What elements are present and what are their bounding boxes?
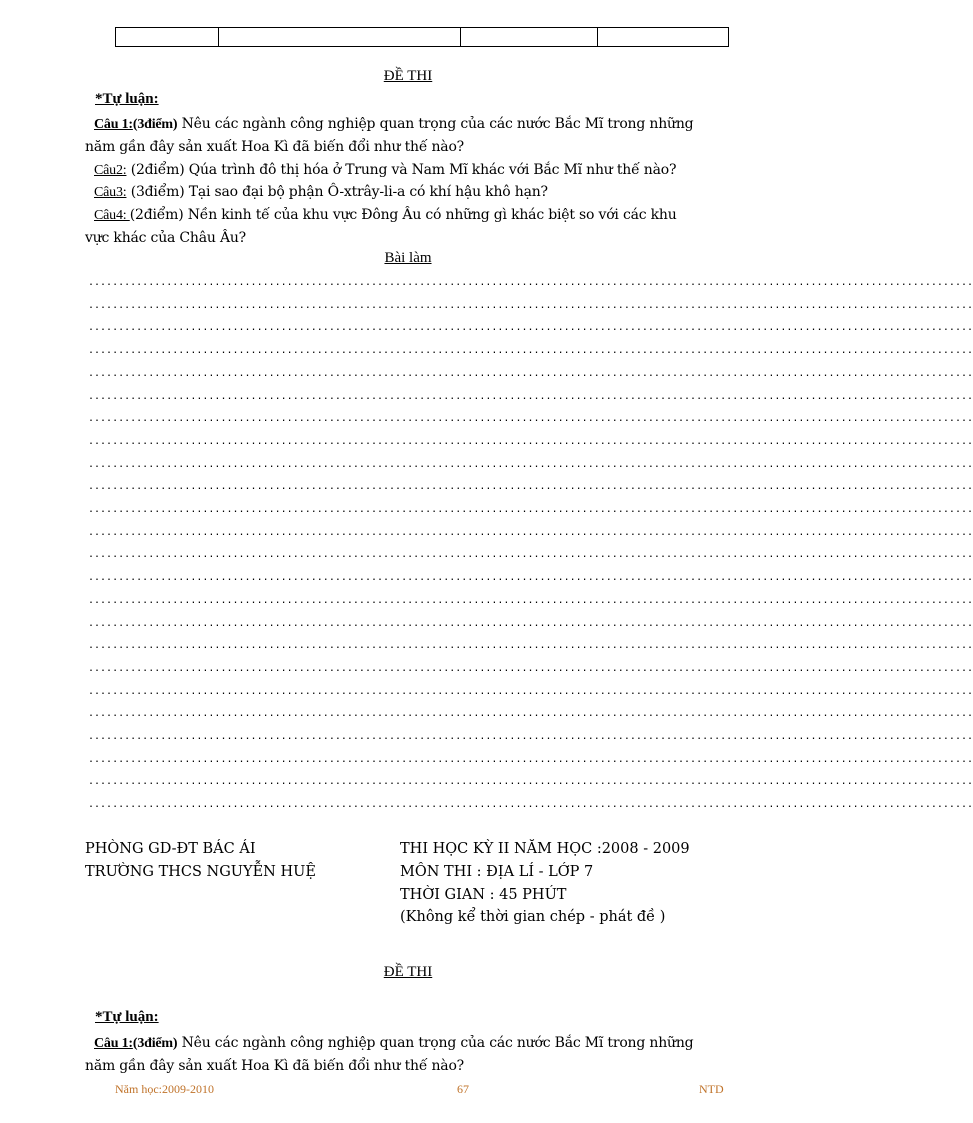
answer-dotted-line: ...................................................................................................................................................: [88, 436, 973, 447]
table-cell: [219, 28, 461, 46]
question-2-text: (2điểm) Qúa trình đô thị hóa ở Trung và Nam Mĩ khác với Bắc Mĩ như thế nào?: [126, 162, 677, 178]
question-1-text-2: Nêu các ngành công nghiệp quan trọng của các nước Bắc Mĩ trong những: [181, 1035, 694, 1051]
school-name: TRƯỜNG THCS NGUYỄN HUỆ: [85, 864, 316, 880]
question-4: [94, 204, 764, 227]
question-1-label-2: Câu 1:: [94, 1036, 133, 1051]
answer-dotted-line: ...................................................................................................................................................: [88, 776, 973, 787]
exam-term: THI HỌC KỲ II NĂM HỌC :2008 - 2009: [400, 841, 690, 857]
answer-dotted-line: ...................................................................................................................................................: [88, 754, 973, 765]
question-2: [94, 159, 676, 182]
exam-note: (Không kể thời gian chép - phát đề ): [400, 909, 666, 925]
question-4-label: Câu4:: [94, 208, 130, 223]
answer-heading: Bài làm: [384, 250, 432, 266]
section-heading-2: *Tự luận:: [95, 1009, 159, 1025]
answer-dotted-line: ...................................................................................................................................................: [88, 572, 973, 583]
answer-dotted-line: ...................................................................................................................................................: [88, 731, 973, 742]
footer-author: NTD: [699, 1082, 724, 1096]
answer-dotted-line: ...................................................................................................................................................: [88, 640, 973, 651]
question-3: [94, 181, 548, 204]
exam-title-2: ĐỀ THI: [383, 964, 433, 980]
exam-subject: MÔN THI : ĐỊA LÍ - LỚP 7: [400, 864, 594, 880]
table-cell: [461, 28, 598, 46]
question-1-points: (3điểm): [132, 117, 178, 132]
question-3-text: (3điểm) Tại sao đại bộ phận Ô-xtrây-li-a có khí hậu khô hạn?: [126, 184, 548, 200]
question-3-label: Câu3:: [94, 185, 127, 200]
answer-dotted-line: ...................................................................................................................................................: [88, 345, 973, 356]
answer-dotted-line: ...................................................................................................................................................: [88, 686, 973, 697]
section-heading: *Tự luận:: [95, 91, 159, 107]
footer-page-number: 67: [457, 1082, 469, 1096]
answer-dotted-line: ...................................................................................................................................................: [88, 413, 973, 424]
answer-dotted-line: ...................................................................................................................................................: [88, 481, 973, 492]
answer-dotted-line: ...................................................................................................................................................: [88, 663, 973, 674]
answer-dotted-line: ...................................................................................................................................................: [88, 618, 973, 629]
question-1-text-cont-2: năm gần đây sản xuất Hoa Kì đã biến đổi như thế nào?: [85, 1058, 464, 1074]
question-1-repeat: [94, 1032, 764, 1055]
question-4-text-cont: vực khác của Châu Âu?: [85, 230, 246, 246]
table-cell: [598, 28, 728, 46]
question-2-label: Câu2:: [94, 163, 127, 178]
dept-name: PHÒNG GD-ĐT BÁC ÁI: [85, 841, 256, 857]
answer-dotted-line: ...................................................................................................................................................: [88, 459, 973, 470]
answer-dotted-line: ...................................................................................................................................................: [88, 708, 973, 719]
answer-dotted-line: ...................................................................................................................................................: [88, 322, 973, 333]
answer-dotted-line: ...................................................................................................................................................: [88, 277, 973, 288]
answer-dotted-line: ...................................................................................................................................................: [88, 595, 973, 606]
exam-duration: THỜI GIAN : 45 PHÚT: [400, 887, 567, 903]
footer-year: Năm học:2009-2010: [115, 1082, 214, 1096]
header-table: [115, 27, 729, 47]
question-1-text-cont: năm gần đây sản xuất Hoa Kì đã biến đổi như thế nào?: [85, 139, 464, 155]
answer-dotted-line: ...................................................................................................................................................: [88, 549, 973, 560]
answer-dotted-line: ...................................................................................................................................................: [88, 799, 973, 810]
table-cell: [116, 28, 219, 46]
answer-dotted-line: ...................................................................................................................................................: [88, 527, 973, 538]
answer-dotted-line: ...................................................................................................................................................: [88, 391, 973, 402]
answer-dotted-line: ...................................................................................................................................................: [88, 300, 973, 311]
question-1: [94, 113, 764, 136]
exam-title: ĐỀ THI: [383, 68, 433, 84]
question-1-points-2: (3điểm): [132, 1036, 178, 1051]
answer-dotted-line: ...................................................................................................................................................: [88, 368, 973, 379]
question-4-text: (2điểm) Nền kinh tế của khu vực Đông Âu có những gì khác biệt so với các khu: [129, 207, 677, 223]
answer-dotted-line: ...................................................................................................................................................: [88, 504, 973, 515]
question-1-text: Nêu các ngành công nghiệp quan trọng của các nước Bắc Mĩ trong những: [181, 116, 694, 132]
question-1-label: Câu 1:: [94, 117, 133, 132]
